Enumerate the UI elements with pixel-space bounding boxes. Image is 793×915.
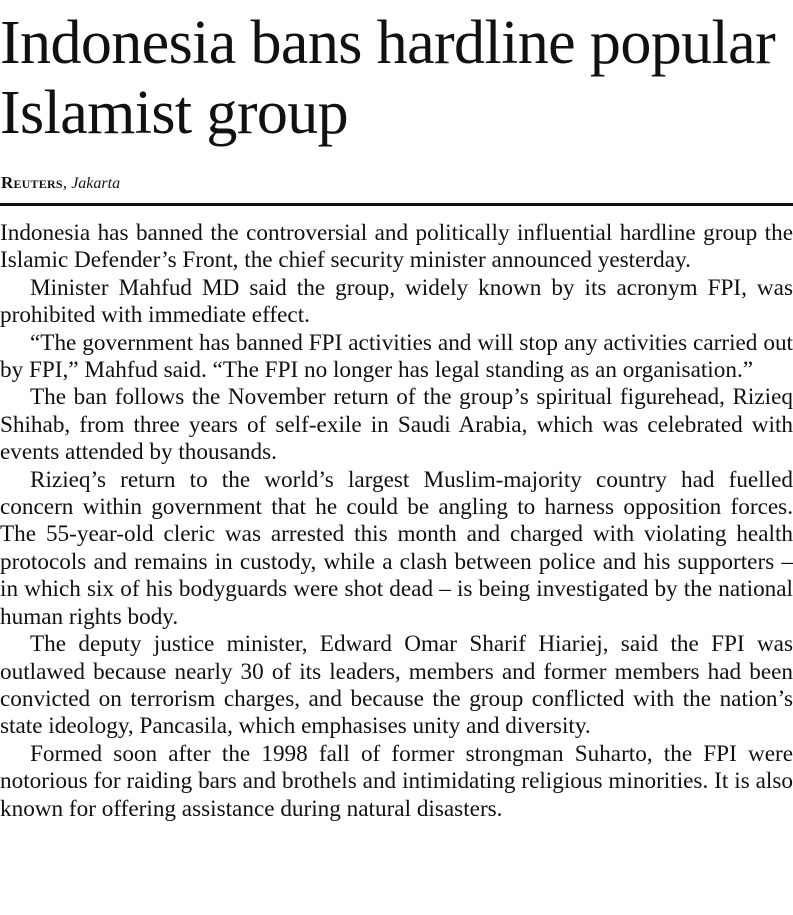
headline-divider (0, 203, 793, 206)
paragraph: Formed soon after the 1998 fall of former strongman Suharto, the FPI were notorious for raiding bars and brothels and intimidating religious minorities. It is also known for offering assistance during natural disasters. (0, 740, 793, 822)
article-body (0, 220, 793, 823)
byline-separator: , (62, 173, 67, 192)
paragraph: The deputy justice minister, Edward Omar Sharif Hiariej, said the FPI was outlawed because nearly 30 of its leaders, members and former members had been convicted on terrorism charges, and because the group conflicted with the nation’s state ideology, Pancasila, which emphasises unity and diversity. (0, 631, 793, 740)
byline (1, 172, 120, 195)
paragraph: “The government has banned FPI activities and will stop any activities carried out by FPI,” Mahfud said. “The FPI no longer has legal standing as an organisation.” (0, 329, 793, 384)
headline: Indonesia bans hardline popular Islamist group (0, 9, 776, 147)
byline-agency: Reuters (1, 173, 63, 192)
paragraph: The ban follows the November return of the group’s spiritual figurehead, Rizieq Shihab, from three years of self-exile in Saudi Arabia, which was celebrated with events attended by thousands. (0, 384, 793, 466)
paragraph: Minister Mahfud MD said the group, widely known by its acronym FPI, was prohibited with immediate effect. (0, 274, 793, 329)
paragraph: Indonesia has banned the controversial and politically influential hardline group the Islamic Defender’s Front, the chief security minister announced yesterday. (0, 220, 793, 274)
byline-location: Jakarta (71, 175, 121, 192)
paragraph: Rizieq’s return to the world’s largest Muslim-majority country had fuelled concern within government that he could be angling to harness opposition forces. The 55-year-old cleric was arrested this month and charged with violating health protocols and remains in custody, while a clash between police and his supporters – in which six of his bodyguards were shot dead – is being investigated by the national human rights body. (0, 466, 793, 630)
